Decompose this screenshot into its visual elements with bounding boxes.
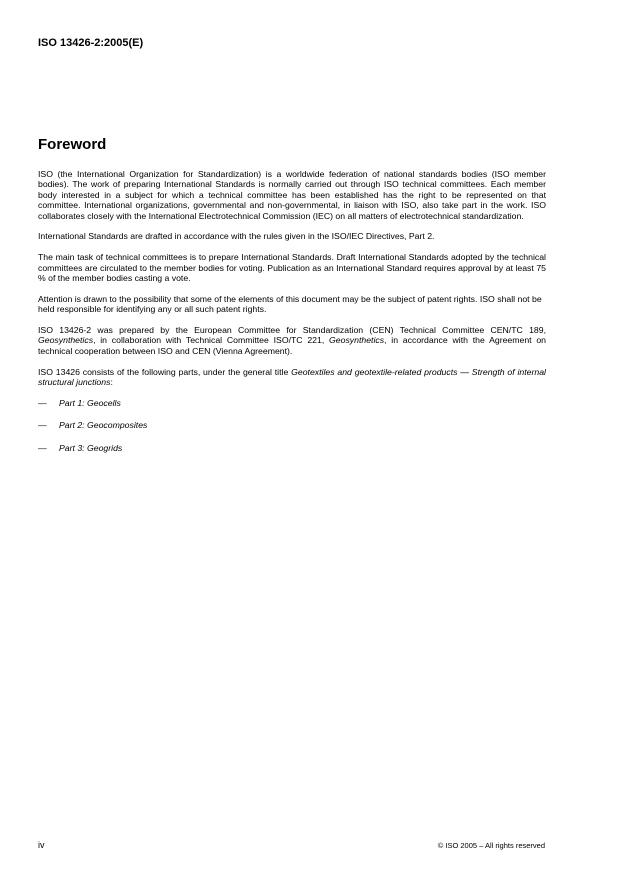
- page-title: Foreword: [38, 136, 107, 153]
- parts-intro-colon: :: [110, 377, 113, 388]
- general-title: Geotextiles and geotextile-related products — Strength of internal structural junctions: [38, 366, 546, 388]
- parts-intro-text: ISO 13426 consists of the following parts, under the general title: [38, 366, 292, 377]
- list-dash: —: [38, 397, 47, 408]
- foreword-body: [38, 169, 546, 465]
- list-item: [38, 420, 546, 430]
- copyright-notice: © ISO 2005 – All rights reserved: [437, 841, 545, 850]
- list-item: [38, 443, 546, 453]
- document-id: ISO 13426-2:2005(E): [38, 37, 144, 49]
- prepared-by-committee-1: Geosynthetics: [38, 335, 94, 346]
- list-dash: —: [38, 420, 47, 431]
- prepared-by-text-1: ISO 13426-2 was prepared by the European Committee for Standardization (CEN) Technical Committee CEN/TC 189,: [38, 325, 546, 336]
- prepared-by-text-3: , in accordance with the Agreement on technical cooperation between ISO and CEN (Vienna Agreement).: [38, 335, 546, 356]
- prepared-by-committee-2: Geosynthetics: [329, 335, 385, 346]
- page-number: iv: [38, 840, 45, 850]
- part-label: Part 3: Geogrids: [59, 442, 123, 453]
- paragraph-main-task: The main task of technical committees is to prepare International Standards. Draft International Standards adopted by the technical committees are circulated to the member bodies for voting. Publication as an International Standard requires approval by at least 75 % of the member bodies casting a vote.: [38, 252, 546, 284]
- list-item: [38, 398, 546, 408]
- prepared-by-text-2: , in collaboration with Technical Committee ISO/TC 221,: [93, 335, 330, 346]
- paragraph-prepared-by: [38, 325, 546, 356]
- paragraph-patent: Attention is drawn to the possibility that some of the elements of this document may be the subject of patent rights. ISO shall not be held responsible for identifying any or all such patent rights.: [38, 293, 542, 315]
- part-label: Part 1: Geocells: [59, 397, 121, 408]
- list-dash: —: [38, 442, 47, 453]
- paragraph-parts-intro: [38, 367, 546, 388]
- part-label: Part 2: Geocomposites: [59, 420, 148, 431]
- paragraph-iso-intro: ISO (the International Organization for Standardization) is a worldwide federation of national standards bodies (ISO member bodies). The work of preparing International Standards is normally carried out through ISO technical committees. Each member body interested in a subject for which a technical committee has been established has the right to be represented on that committee. International organizations, governmental and non-governmental, in liaison with ISO, also take part in the work. ISO collaborates closely with the International Electrotechnical Commission (IEC) on all matters of electrotechnical standardization.: [38, 169, 546, 221]
- paragraph-directives: International Standards are drafted in accordance with the rules given in the ISO/IEC Directives, Part 2.: [38, 231, 435, 242]
